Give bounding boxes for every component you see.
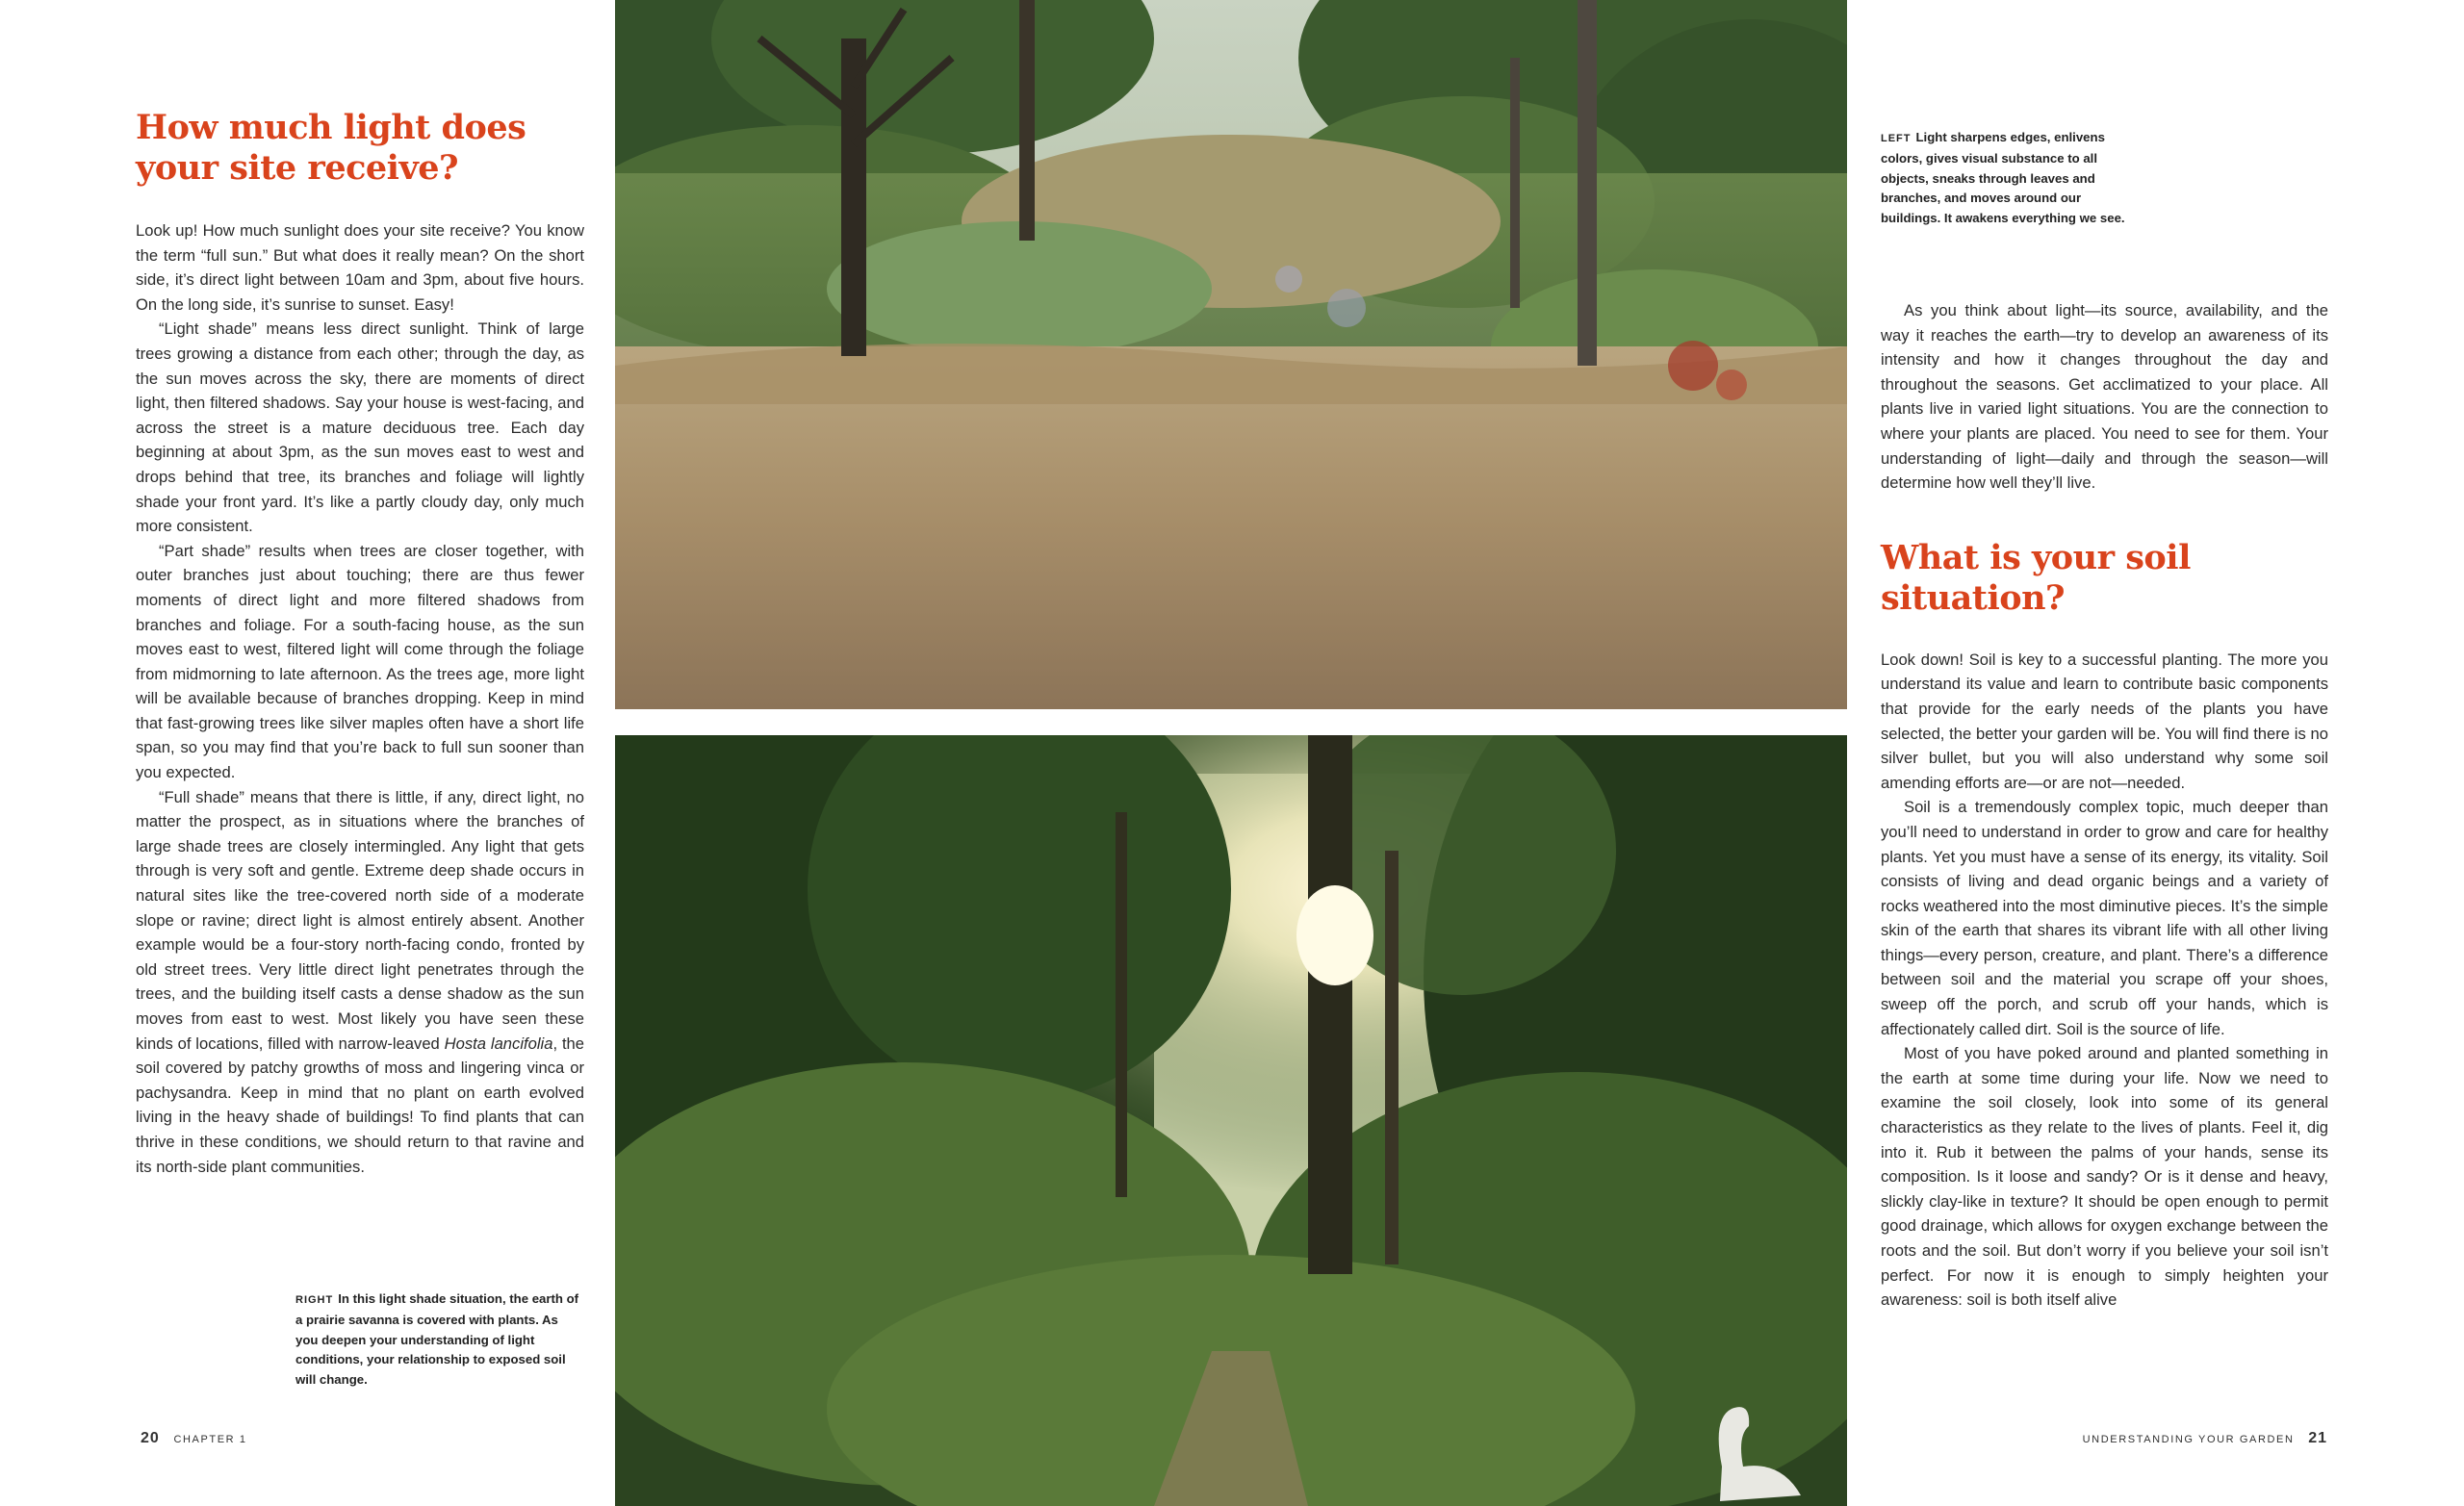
light-body-text (136, 218, 584, 1179)
page-number: 21 (2308, 1430, 2327, 1446)
page-number: 20 (141, 1430, 160, 1446)
caption-tag: RIGHT (295, 1294, 334, 1306)
paragraph: As you think about light—its source, availability, and the way it reaches the earth—try to develop an awareness of its intensity and how it changes throughout the day and throughout the seasons. Get acclimatized to your place. All plants live in varied light situations. You are the connection to where your plants are placed. You need to see for them. Your understanding of light—daily and through the season—will determine how well they’ll live. (1881, 301, 2328, 493)
paragraph: “Part shade” results when trees are closer together, with outer branches just about touching; there are thus fewer moments of direct light and more filtered shadows from branches and foliage. For a south-facing house, as the sun moves east to west, filtered light will come through the foliage from midmorning to late afternoon. As the trees age, more light will be available because of branches dropping. Keep in mind that fast-growing trees like silver maples often have a short life span, so you may find that you’re back to full sun sooner than you expected. (136, 541, 584, 782)
caption-text: Light sharpens edges, enlivens colors, gives visual substance to all objects, sneaks through leaves and branches, and moves around our buildings. It awakens everything we see. (1881, 130, 2125, 226)
caption-right-photo (295, 1289, 580, 1391)
folio-left (141, 1430, 247, 1447)
prairie-savanna-photo (615, 0, 1847, 709)
soil-body-text (1881, 648, 2328, 1313)
chapter-title-label: UNDERSTANDING YOUR GARDEN (2082, 1434, 2295, 1445)
chapter-label: CHAPTER 1 (173, 1434, 247, 1445)
paragraph-text: , the soil covered by patchy growths of moss and lingering vinca or pachysandra. Keep in mind that no plant on earth evolved living in the heavy shade of buildings! To find plants that can thrive in these conditions, we should return to that ravine and its north-side plant communities. (136, 1034, 585, 1176)
paragraph (136, 785, 584, 1180)
caption-text: In this light shade situation, the earth of a prairie savanna is covered with plants. As you deepen your understanding of light conditions, your relationship to exposed soil will change. (295, 1291, 579, 1388)
left-text-column (136, 108, 584, 1179)
section-heading-soil: What is your soil situation? (1881, 537, 2191, 618)
paragraph: Soil is a tremendously complex topic, much deeper than you’ll need to understand in order to grow and care for healthy plants. Yet you must have a sense of its energy, its vitality. Soil consists of living and dead organic beings and a variety of rocks weathered into the most diminutive pieces. It’s the simple skin of the earth that shares its vibrant life with all other living things—every person, creature, and plant. There’s a difference between soil and the material you scrape off your shoes, sweep off the porch, and scrub off your hands, which is affectionately called dirt. Soil is the source of life. (1881, 798, 2328, 1038)
paragraph: Look down! Soil is key to a successful planting. The more you understand its value and learn to contribute basic components that provide for the early needs of the plants you have selected, the better your garden will be. You will find there is no silver bullet, but you will also understand why some soil amending efforts are—or are not—needed. (1881, 650, 2328, 792)
plant-name-italic: Hosta lancifolia (444, 1034, 553, 1053)
folio-right (2083, 1430, 2327, 1447)
light-continued-text (1881, 298, 2328, 496)
woodland-shade-photo (615, 735, 1847, 1506)
caption-tag: LEFT (1881, 133, 1912, 144)
paragraph: Most of you have poked around and planted something in the earth at some time during your life. Now we need to examine the soil closely, look into some of its general characteristics as they relate to the lives of plants. Feel it, dig into it. Rub it between the palms of your hands, sense its composition. Is it loose and sandy? Or is it dense and heavy, slickly clay-like in texture? It should be open enough to permit good drainage, which allows for oxygen exchange between the roots and the soil. But don’t worry if you believe your soil isn’t perfect. For now it is enough to simply heighten your awareness: soil is both itself alive (1881, 1044, 2328, 1310)
paragraph-text: “Full shade” means that there is little, if any, direct light, no matter the prospect, as in situations where the branches of large shade trees are closely intermingled. Any light that gets through is very soft and gentle. Extreme deep shade occurs in natural sites like the tree-covered north side of a moderate slope or ravine; direct light is almost entirely absent. Another example would be a four-story north-facing condo, fronted by old street trees. Very little direct light penetrates through the trees, and the building itself casts a dense shadow as the sun moves from east to west. Most likely you have seen these kinds of locations, filled with narrow-leaved (136, 787, 584, 1053)
section-heading-light: How much light does your site receive? (136, 108, 526, 188)
right-text-column (1881, 298, 2328, 1313)
caption-left-photo (1881, 128, 2143, 229)
paragraph: Look up! How much sunlight does your site receive? You know the term “full sun.” But what does it really mean? On the short side, it’s direct light between 10am and 3pm, about five hours. On the long side, it’s sunrise to sunset. Easy! (136, 221, 584, 314)
paragraph: “Light shade” means less direct sunlight. Think of large trees growing a distance from each other; through the day, as the sun moves across the sky, there are moments of direct light, then filtered shadows. Say your house is west-facing, and across the street is a mature deciduous tree. Each day beginning at about 3pm, as the sun moves east to west and drops behind that tree, its branches and foliage will lightly shade your front yard. It’s like a partly cloudy day, only much more consistent. (136, 319, 584, 536)
